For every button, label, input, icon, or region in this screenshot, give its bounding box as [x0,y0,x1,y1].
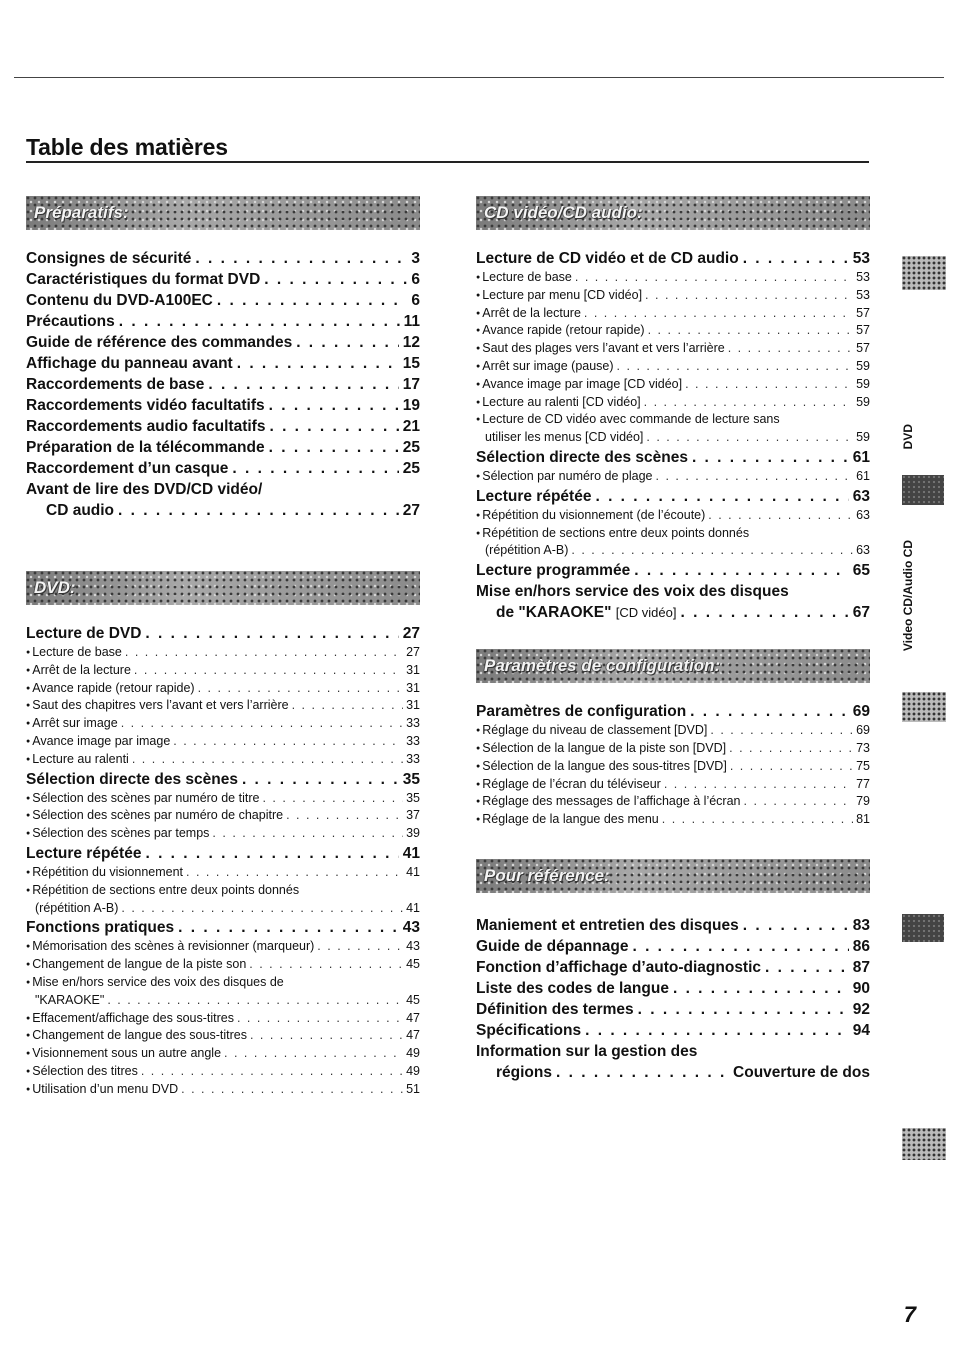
toc-subitem[interactable]: utiliser les menus [CD vidéo] . . . 59 [476,429,870,447]
toc-subitem-line[interactable]: ● Répétition de sections entre deux points donnés [26,882,420,900]
top-rule [14,77,944,78]
toc-subitem[interactable]: ● Réglage de la langue des menu . . . 81 [476,811,870,829]
toc-subitem-line[interactable]: ● Répétition de sections entre deux points donnés [476,525,870,543]
toc-subitem[interactable]: ● Sélection des scènes par temps . . . 39 [26,825,420,843]
toc-subitem[interactable]: ● Arrêt de la lecture . . . 57 [476,305,870,323]
toc-subitem[interactable]: "KARAOKE" . . . 45 [26,992,420,1010]
toc-entry[interactable]: Fonction d’affichage d’auto-diagnostic . . . 87 [476,957,870,978]
title-rule [26,161,869,163]
toc-subitem[interactable]: ● Saut des plages vers l’avant et vers l’arrière . . . 57 [476,340,870,358]
toc-entry-line[interactable]: Information sur la gestion des [476,1042,698,1060]
toc-left-column [26,196,420,1099]
toc-subitem[interactable]: ● Changement de langue de la piste son . . . 45 [26,956,420,974]
toc-entry[interactable]: Précautions . . . 11 [26,311,420,332]
toc-subitem[interactable]: ● Réglage de l’écran du téléviseur . . . 77 [476,776,870,794]
toc-entry[interactable]: Raccordements de base . . . 17 [26,374,420,395]
toc-entry[interactable]: Caractéristiques du format DVD . . . 6 [26,269,420,290]
toc-subitem[interactable]: ● Lecture au ralenti [CD vidéo] . . . 59 [476,394,870,412]
toc-entry[interactable]: Raccordement d’un casque . . . 25 [26,458,420,479]
toc-subitem[interactable]: ● Arrêt de la lecture . . . 31 [26,662,420,680]
toc-entry[interactable]: Guide de dépannage . . . 86 [476,936,870,957]
toc-subitem[interactable]: ● Répétition du visionnement . . . 41 [26,864,420,882]
toc-entry[interactable]: Préparation de la télécommande . . . 25 [26,437,420,458]
section-heading: CD vidéo/CD audio: [484,203,643,222]
side-tab-active-reference [902,914,944,942]
section-banner-preparatifs [26,196,420,230]
page-title: Table des matières [26,134,228,160]
toc-subitem[interactable]: ● Saut des chapitres vers l’avant et vers l’arrière . . . 31 [26,697,420,715]
section-banner-parametres [476,649,870,683]
toc-subitem[interactable]: ● Lecture de base . . . 53 [476,269,870,287]
toc-subitem[interactable]: ● Avance image par image . . . 33 [26,733,420,751]
toc-subitem[interactable]: (répétition A-B) . . . 41 [26,900,420,918]
toc-subitem[interactable]: ● Sélection des scènes par numéro de titre . . . 35 [26,790,420,808]
toc-entry[interactable]: Affichage du panneau avant . . . 15 [26,353,420,374]
toc-subitem[interactable]: ● Réglage du niveau de classement [DVD] . . . 69 [476,722,870,740]
toc-entry[interactable]: Lecture répétée . . . 41 [26,843,420,864]
side-tab-marker [902,1128,946,1160]
side-tab-active-dvd [902,475,944,505]
preparatifs-entries [26,248,420,521]
toc-subitem[interactable]: ● Avance rapide (retour rapide) . . . 57 [476,322,870,340]
toc-entry[interactable]: Liste des codes de langue . . . 90 [476,978,870,999]
toc-subitem[interactable]: ● Arrêt sur image (pause) . . . 59 [476,358,870,376]
toc-entry[interactable]: CD audio . . . 27 [26,500,420,521]
toc-subitem[interactable]: ● Utilisation d’un menu DVD . . . 51 [26,1081,420,1099]
section-heading: Pour référence: [484,865,610,885]
toc-entry[interactable]: Lecture de CD vidéo et de CD audio . . . 53 [476,248,870,269]
side-tab-label-dvd: DVD [901,424,915,450]
toc-subitem[interactable]: ● Sélection de la langue de la piste son [DVD] . . . 73 [476,740,870,758]
toc-entry[interactable]: Définition des termes . . . 92 [476,999,870,1020]
toc-subitem[interactable]: ● Sélection des titres . . . 49 [26,1063,420,1081]
toc-subitem-line[interactable]: ● Mise en/hors service des voix des disques de [26,974,420,992]
toc-entry[interactable]: Guide de référence des commandes . . . 12 [26,332,420,353]
toc-entry[interactable]: Lecture de DVD . . . 27 [26,623,420,644]
toc-subitem[interactable]: ● Réglage des messages de l’affichage à l’écran . . . 79 [476,793,870,811]
toc-subitem[interactable]: ● Mémorisation des scènes à revisionner (marqueur) . . . 43 [26,938,420,956]
toc-entry[interactable]: Lecture programmée . . . 65 [476,560,870,581]
toc-subitem[interactable]: ● Sélection par numéro de plage . . . 61 [476,468,870,486]
toc-entry[interactable]: Paramètres de configuration . . . 69 [476,701,870,722]
toc-entry[interactable]: Raccordements vidéo facultatifs . . . 19 [26,395,420,416]
toc-subitem[interactable]: ● Arrêt sur image . . . 33 [26,715,420,733]
toc-entry[interactable]: Maniement et entretien des disques . . . 83 [476,915,870,936]
toc-entry[interactable]: Consignes de sécurité . . . 3 [26,248,420,269]
toc-entry[interactable]: régions . . . Couverture de dos [476,1062,870,1083]
section-heading: Paramètres de configuration: [484,656,721,676]
toc-subitem[interactable]: ● Avance image par image [CD vidéo] . . . 59 [476,376,870,394]
page-number: 7 [903,1302,916,1327]
toc-subitem-line[interactable]: ● Lecture de CD vidéo avec commande de lecture sans [476,411,870,429]
toc-subitem[interactable]: ● Effacement/affichage des sous-titres . . . 47 [26,1010,420,1028]
side-tab-marker [902,256,946,290]
toc-subitem[interactable]: ● Avance rapide (retour rapide) . . . 31 [26,680,420,698]
toc-subitem[interactable]: ● Répétition du visionnement (de l’écoute) . . . 63 [476,507,870,525]
section-banner-cd [476,196,870,230]
toc-subitem[interactable]: ● Visionnement sous un autre angle . . . 49 [26,1045,420,1063]
section-banner-reference [476,859,870,893]
toc-entry[interactable]: Sélection directe des scènes . . . 61 [476,447,870,468]
toc-entry[interactable]: Fonctions pratiques . . . 43 [26,917,420,938]
toc-subitem[interactable]: ● Sélection de la langue des sous-titres [DVD] . . . 75 [476,758,870,776]
side-tab-marker [902,692,946,722]
toc-entry[interactable]: Sélection directe des scènes . . . 35 [26,769,420,790]
side-tab-label-video-cd: Video CD/Audio CD [901,540,915,652]
toc-subitem[interactable]: (répétition A-B) . . . 63 [476,542,870,560]
section-heading: DVD: [34,578,76,597]
section-heading: Préparatifs: [34,203,129,222]
toc-entry[interactable]: de "KARAOKE" [CD vidéo] . . . 67 [476,602,870,623]
toc-subitem[interactable]: ● Lecture de base . . . 27 [26,644,420,662]
toc-right-column [476,196,870,1083]
toc-entry[interactable]: Contenu du DVD-A100EC . . . 6 [26,290,420,311]
toc-entry[interactable]: Raccordements audio facultatifs . . . 21 [26,416,420,437]
toc-subitem[interactable]: ● Changement de langue des sous-titres . . . 47 [26,1027,420,1045]
toc-entry-line[interactable]: Avant de lire des DVD/CD vidéo/ [26,481,263,498]
toc-entry[interactable]: Lecture répétée . . . 63 [476,486,870,507]
toc-subitem[interactable]: ● Lecture au ralenti . . . 33 [26,751,420,769]
toc-entry-line[interactable]: Mise en/hors service des voix des disques [476,583,789,601]
section-banner-dvd [26,571,420,605]
toc-subitem[interactable]: ● Sélection des scènes par numéro de chapitre . . . 37 [26,807,420,825]
toc-entry[interactable]: Spécifications . . . 94 [476,1020,870,1041]
toc-subitem[interactable]: ● Lecture par menu [CD vidéo] . . . 53 [476,287,870,305]
